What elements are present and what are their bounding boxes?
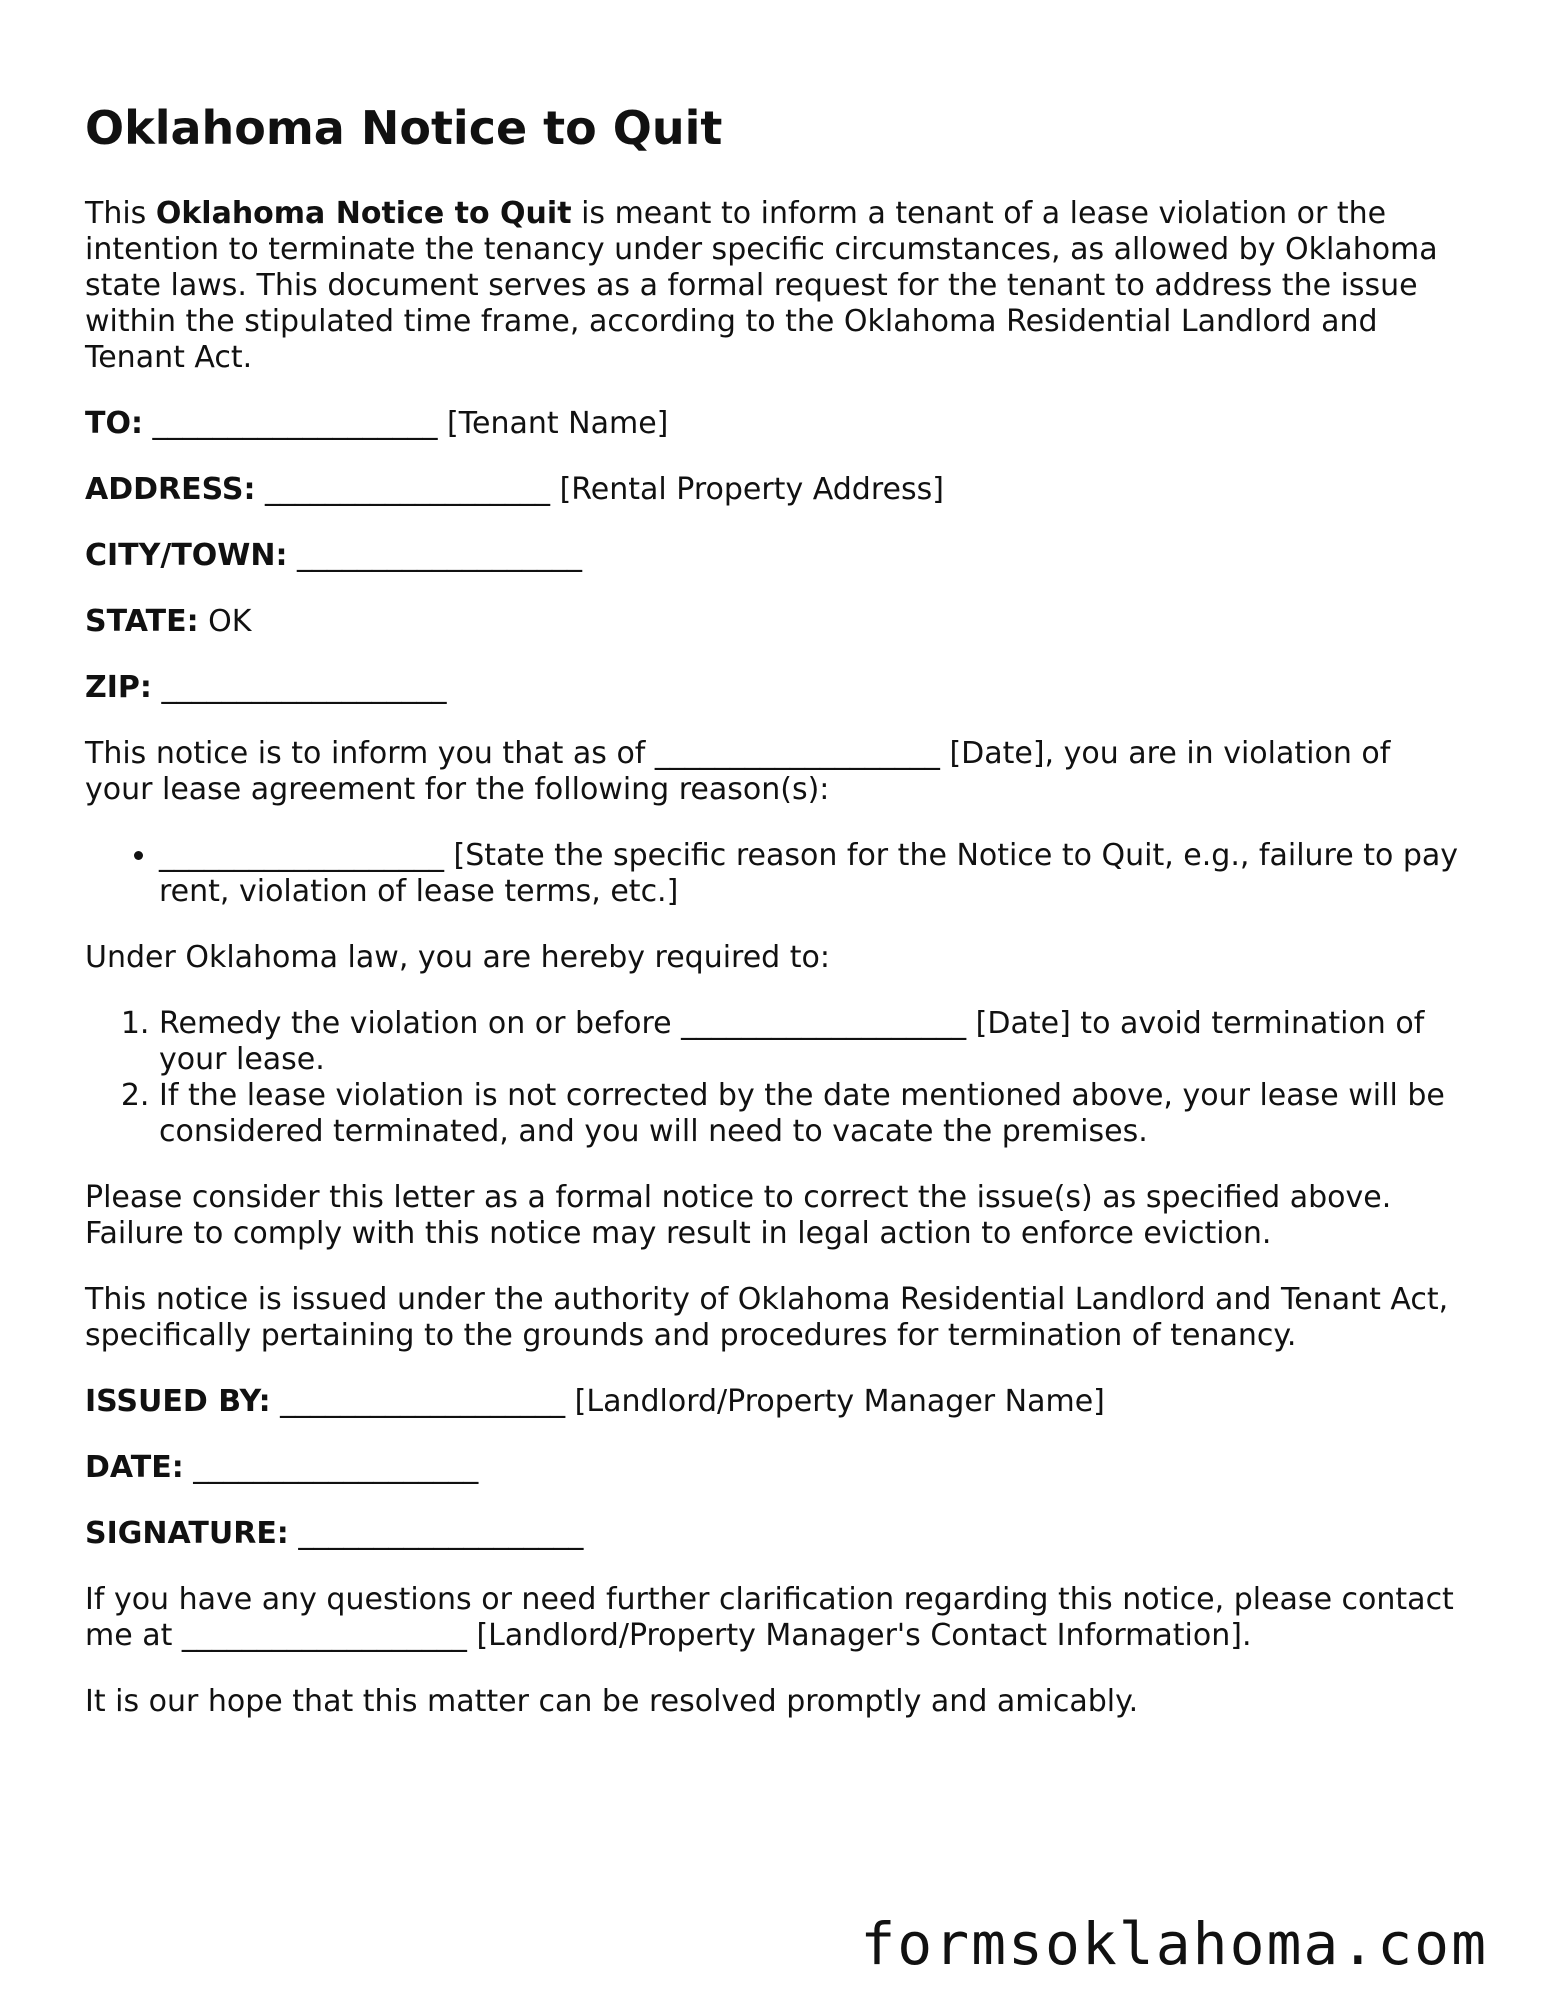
zip-label: ZIP: <box>85 670 152 705</box>
list-item <box>159 1006 1465 1078</box>
issued-by-field <box>85 1384 1465 1420</box>
list-item <box>159 1078 1465 1150</box>
violation-suffix: [Date], you are in violation of your lease agreement for the following reason(s): <box>85 736 1391 807</box>
to-label: TO: <box>85 406 143 441</box>
requirement-one-prefix: Remedy the violation on or before <box>159 1006 682 1041</box>
city-blank[interactable]: ___________________ <box>297 538 583 573</box>
violation-paragraph <box>85 736 1465 808</box>
date-label: DATE: <box>85 1450 184 1485</box>
closing-paragraph: It is our hope that this matter can be resolved promptly and amicably. <box>85 1684 1139 1719</box>
state-field <box>85 604 1465 640</box>
zip-field <box>85 670 1465 706</box>
list-item <box>159 838 1465 910</box>
state-value: OK <box>198 604 252 639</box>
contact-paragraph <box>85 1582 1465 1654</box>
contact-suffix: [Landlord/Property Manager's Contact Information]. <box>466 1618 1252 1653</box>
remedy-date-blank[interactable]: ___________________ <box>681 1006 967 1041</box>
state-label: STATE: <box>85 604 199 639</box>
document-page <box>85 100 1465 1750</box>
issued-by-hint: [Landlord/Property Manager Name] <box>565 1384 1105 1419</box>
city-field <box>85 538 1465 574</box>
zip-blank[interactable]: ___________________ <box>161 670 447 705</box>
requirement-intro: Under Oklahoma law, you are hereby required to: <box>85 940 830 975</box>
to-hint: [Tenant Name] <box>437 406 669 441</box>
date-blank[interactable]: ___________________ <box>193 1450 479 1485</box>
address-label: ADDRESS: <box>85 472 256 507</box>
signature-blank[interactable]: ___________________ <box>298 1516 584 1551</box>
address-blank[interactable]: ___________________ <box>265 472 551 507</box>
issued-by-label: ISSUED BY: <box>85 1384 271 1419</box>
intro-paragraph <box>85 196 1465 376</box>
address-field <box>85 472 1465 508</box>
signature-field <box>85 1516 1465 1552</box>
requirement-one-suffix: [Date] to avoid termination of your lease. <box>159 1006 1425 1077</box>
issued-by-blank[interactable]: ___________________ <box>280 1384 566 1419</box>
reason-list <box>85 838 1465 910</box>
requirement-two: If the lease violation is not corrected by the date mentioned above, your lease will be considered terminated, and you will need to vacate the premises. <box>159 1078 1445 1149</box>
intro-rest: is meant to inform a tenant of a lease violation or the intention to terminate the tenancy under specific circumstances, as allowed by Oklahoma state laws. This document serves as a formal request for the tenant to address the issue within the stipulated time frame, according to the Oklahoma Residential Landlord and Tenant Act. <box>85 196 1438 375</box>
formal-notice-paragraph: Please consider this letter as a formal notice to correct the issue(s) as specified above. Failure to comply with this notice may result in legal action to enforce eviction. <box>85 1180 1392 1251</box>
to-field <box>85 406 1465 442</box>
intro-bold: Oklahoma Notice to Quit <box>155 196 572 231</box>
city-label: CITY/TOWN: <box>85 538 288 573</box>
authority-paragraph: This notice is issued under the authority of Oklahoma Residential Landlord and Tenant Act, specifically pertaining to the grounds and procedures for termination of tenancy. <box>85 1282 1449 1353</box>
address-hint: [Rental Property Address] <box>550 472 944 507</box>
requirement-list <box>85 1006 1465 1150</box>
contact-prefix: If you have any questions or need further clarification regarding this notice, please contact me at <box>85 1582 1454 1653</box>
violation-date-blank[interactable]: ___________________ <box>654 736 940 771</box>
intro-prefix: This <box>85 196 156 231</box>
site-watermark: formsoklahoma.com <box>860 1910 1488 1978</box>
signature-label: SIGNATURE: <box>85 1516 289 1551</box>
to-blank[interactable]: ___________________ <box>152 406 438 441</box>
document-title: Oklahoma Notice to Quit <box>85 101 723 155</box>
reason-blank[interactable]: ___________________ <box>159 838 444 873</box>
contact-blank[interactable]: ___________________ <box>181 1618 467 1653</box>
date-field <box>85 1450 1465 1486</box>
violation-prefix: This notice is to inform you that as of <box>85 736 655 771</box>
reason-hint: [State the specific reason for the Notice to Quit, e.g., failure to pay rent, violation of lease terms, etc.] <box>159 838 1459 909</box>
